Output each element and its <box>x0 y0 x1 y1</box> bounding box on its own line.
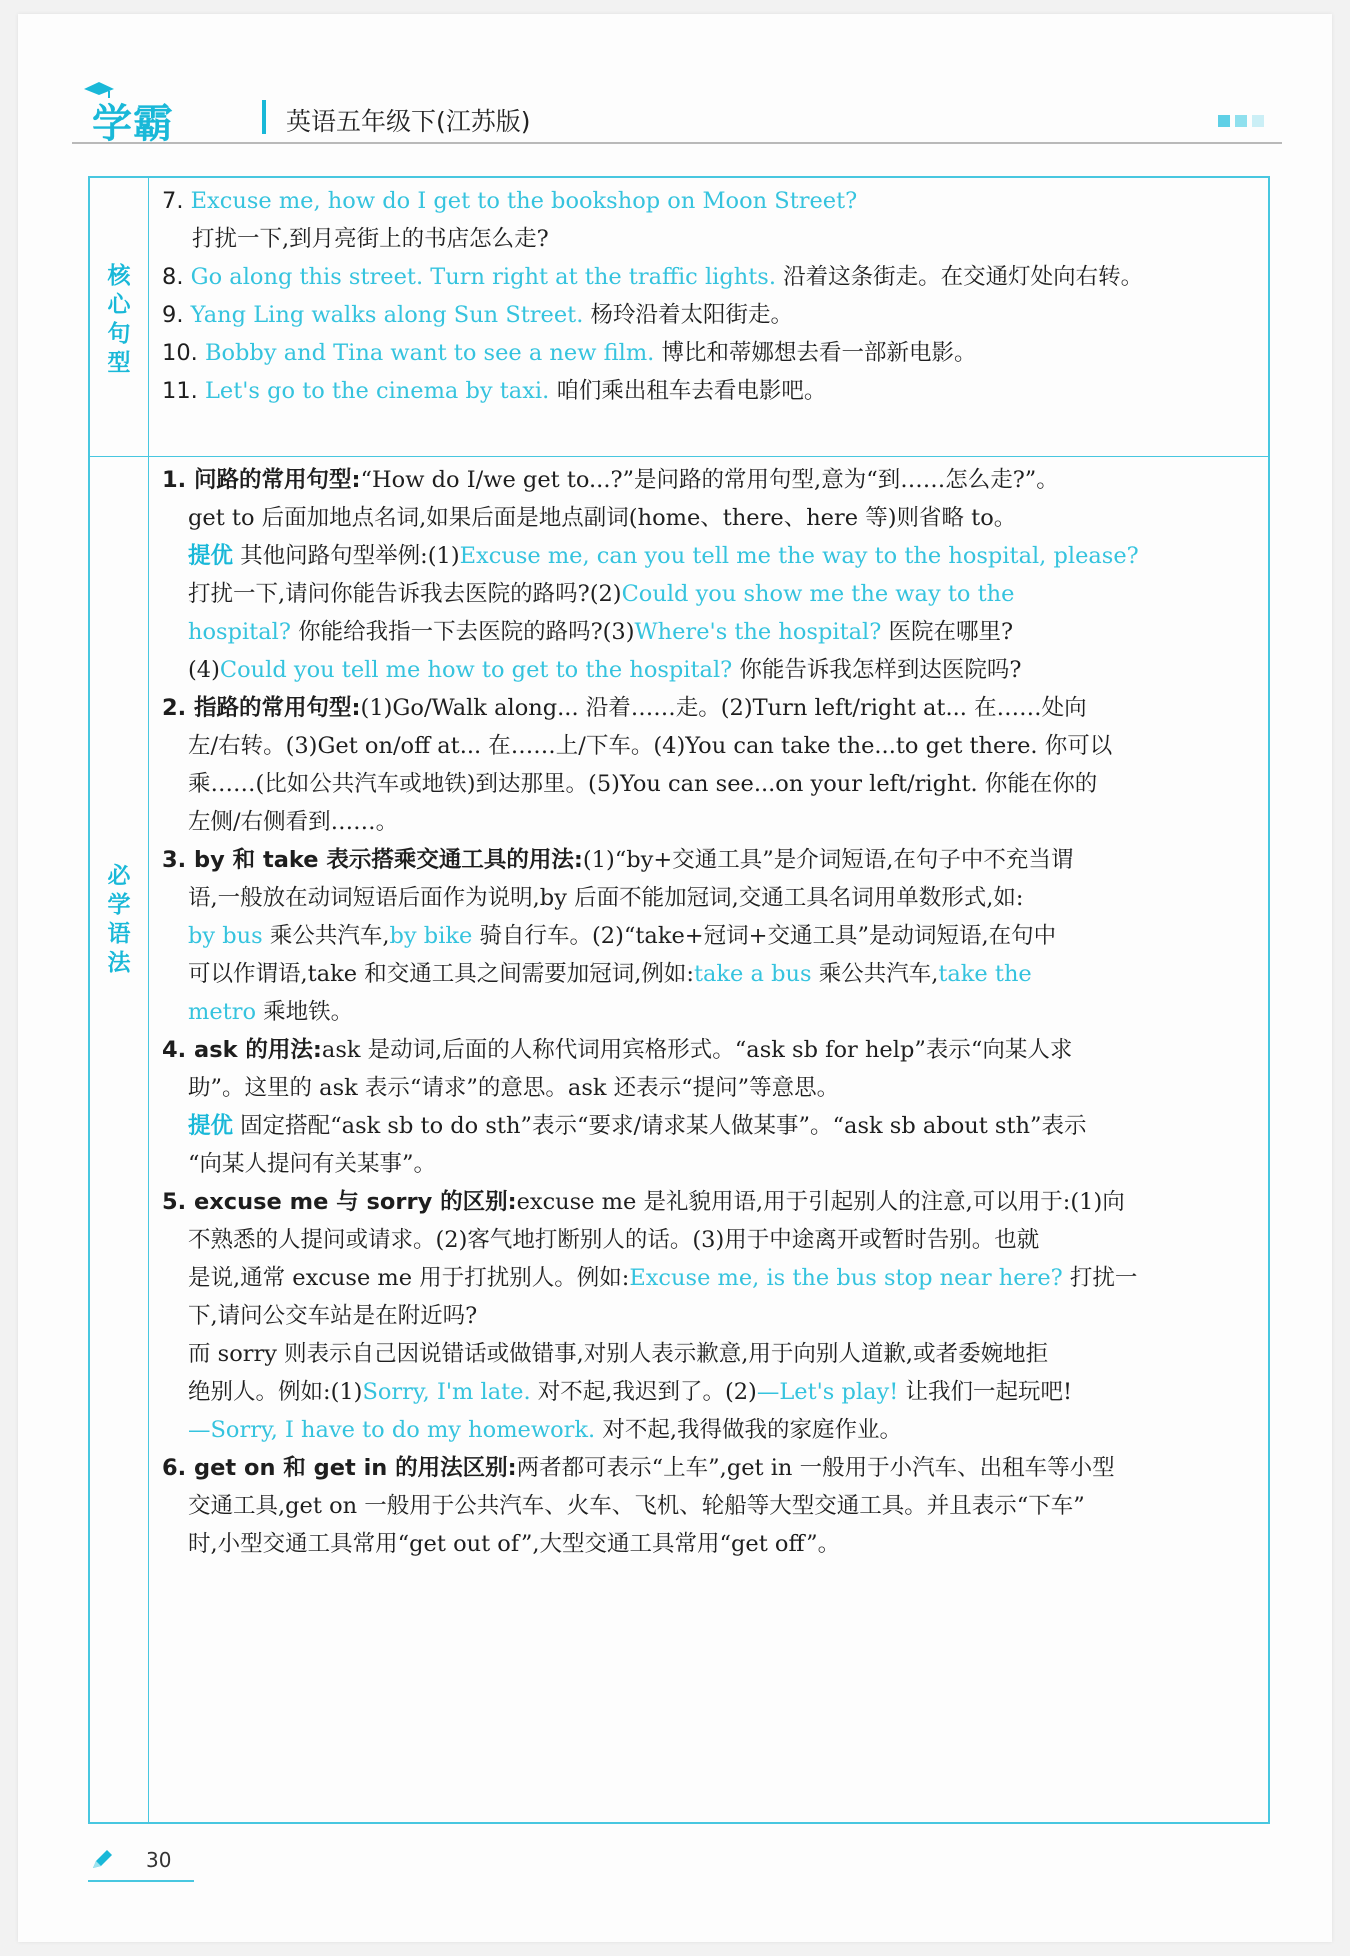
text-line: 语,一般放在动词短语后面作为说明,by 后面不能加冠词,交通工具名词用单数形式,如: <box>188 885 1024 911</box>
list-item: 11. Let's go to the cinema by taxi. 咱们乘出租车去看电影吧。 <box>162 378 827 404</box>
text-line: by bus 乘公共汽车,by bike 骑自行车。(2)“take+冠词+交通工具”是动词短语,在句中 <box>188 923 1057 949</box>
grammar-section-label: 必 学 语 法 <box>107 863 131 976</box>
list-item: 7. Excuse me, how do I get to the bookshop on Moon Street? <box>162 188 858 214</box>
text-line: 交通工具,get on 一般用于公共汽车、火车、飞机、轮船等大型交通工具。并且表示“下车” <box>188 1493 1085 1519</box>
core-section-label: 核 心 句 型 <box>107 263 131 376</box>
grammar-item-4: 4. ask 的用法:ask 是动词,后面的人称代词用宾格形式。“ask sb for help”表示“向某人求 <box>162 1037 1073 1063</box>
book-title: 英语五年级下(江苏版) <box>286 107 531 136</box>
list-item: 打扰一下,到月亮街上的书店怎么走? <box>192 226 549 252</box>
text-line: 助”。这里的 ask 表示“请求”的意思。ask 还表示“提问”等意思。 <box>188 1075 840 1101</box>
text-line: 左/右转。(3)Get on/off at... 在……上/下车。(4)You can take the...to get there. 你可以 <box>188 733 1113 759</box>
grammar-item-1: 1. 问路的常用句型:“How do I/we get to...?”是问路的常用句型,意为“到……怎么走?”。 <box>162 467 1059 493</box>
content-box <box>88 176 1270 1824</box>
text-line: 左侧/右侧看到……。 <box>188 809 399 835</box>
page-number: 30 <box>146 1848 172 1872</box>
grammar-item-5: 5. excuse me 与 sorry 的区别:excuse me 是礼貌用语,用于引起别人的注意,可以用于:(1)向 <box>162 1189 1125 1215</box>
list-item: 10. Bobby and Tina want to see a new film. 博比和蒂娜想去看一部新电影。 <box>162 340 977 366</box>
text-line: 时,小型交通工具常用“get out of”,大型交通工具常用“get off”。 <box>188 1531 841 1557</box>
grammar-item-2: 2. 指路的常用句型:(1)Go/Walk along... 沿着……走。(2)Turn left/right at... 在……处向 <box>162 695 1087 721</box>
text-line: “向某人提问有关某事”。 <box>188 1151 437 1177</box>
list-item: 9. Yang Ling walks along Sun Street. 杨玲沿着太阳街走。 <box>162 302 794 328</box>
section-divider <box>90 456 1268 457</box>
text-line: 提优 固定搭配“ask sb to do sth”表示“要求/请求某人做某事”。“ask sb about sth”表示 <box>188 1113 1087 1139</box>
grammar-item-3: 3. by 和 take 表示搭乘交通工具的用法:(1)“by+交通工具”是介词短语,在句子中不充当谓 <box>162 847 1074 873</box>
brand-logo: 学霸 <box>92 101 174 147</box>
page-header <box>72 82 1282 147</box>
text-line: 可以作谓语,take 和交通工具之间需要加冠词,例如:take a bus 乘公共汽车,take the <box>188 961 1032 987</box>
text-line: 不熟悉的人提问或请求。(2)客气地打断别人的话。(3)用于中途离开或暂时告别。也就 <box>188 1227 1040 1253</box>
text-line: 下,请问公交车站是在附近吗? <box>188 1303 478 1329</box>
text-line: 绝别人。例如:(1)Sorry, I'm late. 对不起,我迟到了。(2)—Let's play! 让我们一起玩吧! <box>188 1379 1072 1405</box>
text-line: 打扰一下,请问你能告诉我去医院的路吗?(2)Could you show me the way to the <box>188 581 1015 607</box>
text-line: get to 后面加地点名词,如果后面是地点副词(home、there、here 等)则省略 to。 <box>188 505 1017 531</box>
text-line: —Sorry, I have to do my homework. 对不起,我得做我的家庭作业。 <box>188 1417 903 1443</box>
list-item: 8. Go along this street. Turn right at the traffic lights. 沿着这条街走。在交通灯处向右转。 <box>162 264 1144 290</box>
grammar-item-6: 6. get on 和 get in 的用法区别:两者都可表示“上车”,get in 一般用于小汽车、出租车等小型 <box>162 1455 1115 1481</box>
text-line: 是说,通常 excuse me 用于打扰别人。例如:Excuse me, is the bus stop near here? 打扰一 <box>188 1265 1138 1291</box>
text-line: metro 乘地铁。 <box>188 999 354 1025</box>
tip-badge: 提优 <box>188 543 234 569</box>
grammar-side-column <box>90 457 149 1822</box>
logo-divider <box>262 100 266 134</box>
header-decoration <box>1213 112 1264 131</box>
tip-badge: 提优 <box>188 1113 234 1139</box>
text-line: 而 sorry 则表示自己因说错话或做错事,对别人表示歉意,用于向别人道歉,或者委婉地拒 <box>188 1341 1049 1367</box>
footer-rule <box>88 1880 194 1882</box>
pencil-icon <box>90 1848 114 1872</box>
text-line: (4)Could you tell me how to get to the hospital? 你能告诉我怎样到达医院吗? <box>188 657 1022 683</box>
text-line: 乘……(比如公共汽车或地铁)到达那里。(5)You can see...on your left/right. 你能在你的 <box>188 771 1098 797</box>
text-line: 提优 其他问路句型举例:(1)Excuse me, can you tell me the way to the hospital, please? <box>188 543 1139 569</box>
text-line: hospital? 你能给我指一下去医院的路吗?(3)Where's the hospital? 医院在哪里? <box>188 619 1014 645</box>
